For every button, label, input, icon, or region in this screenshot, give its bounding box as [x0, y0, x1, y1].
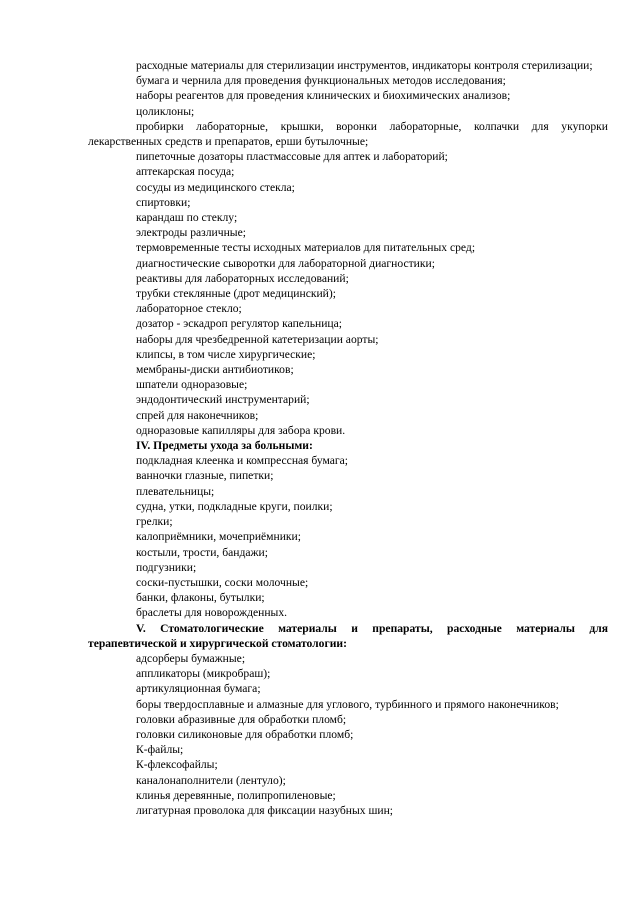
list-item: трубки стеклянные (дрот медицинский); — [136, 287, 336, 301]
list-item: грелки; — [136, 515, 173, 529]
list-item: диагностические сыворотки для лабораторной диагностики; — [136, 256, 435, 270]
list-item: адсорберы бумажные; — [136, 651, 246, 665]
list-item: клинья деревянные, полипропиленовые; — [136, 788, 336, 802]
list-item: головки силиконовые для обработки пломб; — [136, 727, 354, 741]
list-item: боры твердосплавные и алмазные для углового, турбинного и прямого наконечников; — [136, 697, 559, 711]
list-item: пипеточные дозаторы пластмассовые для аптек и лабораторий; — [136, 150, 448, 164]
list-item: мембраны-диски антибиотиков; — [136, 363, 294, 377]
section-heading: IV. Предметы ухода за больными: — [136, 439, 313, 453]
list-item: шпатели одноразовые; — [136, 378, 248, 392]
list-item: калоприёмники, мочеприёмники; — [136, 530, 301, 544]
list-item: К-файлы; — [136, 743, 184, 757]
list-item: цоликлоны; — [136, 104, 195, 118]
list-item: головки абразивные для обработки пломб; — [136, 712, 347, 726]
list-item: К-флексофайлы; — [136, 758, 218, 772]
list-item: наборы реагентов для проведения клинических и биохимических анализов; — [136, 89, 511, 103]
list-item: бумага и чернила для проведения функциональных методов исследования; — [136, 74, 506, 88]
list-item: соски-пустышки, соски молочные; — [136, 575, 309, 589]
list-item: наборы для чрезбедренной катетеризации аорты; — [136, 332, 379, 346]
list-item: спрей для наконечников; — [136, 408, 259, 422]
list-item: реактивы для лабораторных исследований; — [136, 271, 349, 285]
list-item: подгузники; — [136, 560, 197, 574]
list-item: дозатор - эскадроп регулятор капельница; — [136, 317, 342, 331]
list-item: спиртовки; — [136, 195, 191, 209]
list-item: пробирки лабораторные, крышки, воронки лабораторные, колпачки для укупорки лекарственных средств и препаратов, ерши бутылочные; — [88, 119, 608, 149]
list-item: термовременные тесты исходных материалов для питательных сред; — [136, 241, 476, 255]
list-item: ванночки глазные, пипетки; — [136, 469, 274, 483]
list-item: судна, утки, подкладные круги, поилки; — [136, 499, 333, 513]
list-item: эндодонтический инструментарий; — [136, 393, 310, 407]
list-item: костыли, трости, бандажи; — [136, 545, 268, 559]
section-heading: V. Стоматологические материалы и препараты, расходные материалы для терапевтической и хирургической стоматологии: — [88, 621, 608, 650]
list-item: подкладная клеенка и компрессная бумага; — [136, 454, 349, 468]
list-item: лигатурная проволока для фиксации назубных шин; — [136, 803, 393, 817]
list-item: одноразовые капилляры для забора крови. — [136, 423, 346, 437]
list-item: банки, флаконы, бутылки; — [136, 591, 265, 605]
list-item: браслеты для новорожденных. — [136, 606, 288, 620]
list-item: плевательницы; — [136, 484, 215, 498]
list-item: карандаш по стеклу; — [136, 211, 238, 225]
list-item: электроды различные; — [136, 226, 246, 240]
list-item: аппликаторы (микробраш); — [136, 667, 271, 681]
list-item: расходные материалы для стерилизации инструментов, индикаторы контроля стерилизации; — [136, 59, 593, 72]
list-item: лабораторное стекло; — [136, 302, 242, 316]
list-item: клипсы, в том числе хирургические; — [136, 347, 316, 361]
list-item: артикуляционная бумага; — [136, 682, 261, 696]
list-item: каналонаполнители (лентуло); — [136, 773, 286, 787]
list-item: сосуды из медицинского стекла; — [136, 180, 295, 194]
list-item: аптекарская посуда; — [136, 165, 235, 179]
